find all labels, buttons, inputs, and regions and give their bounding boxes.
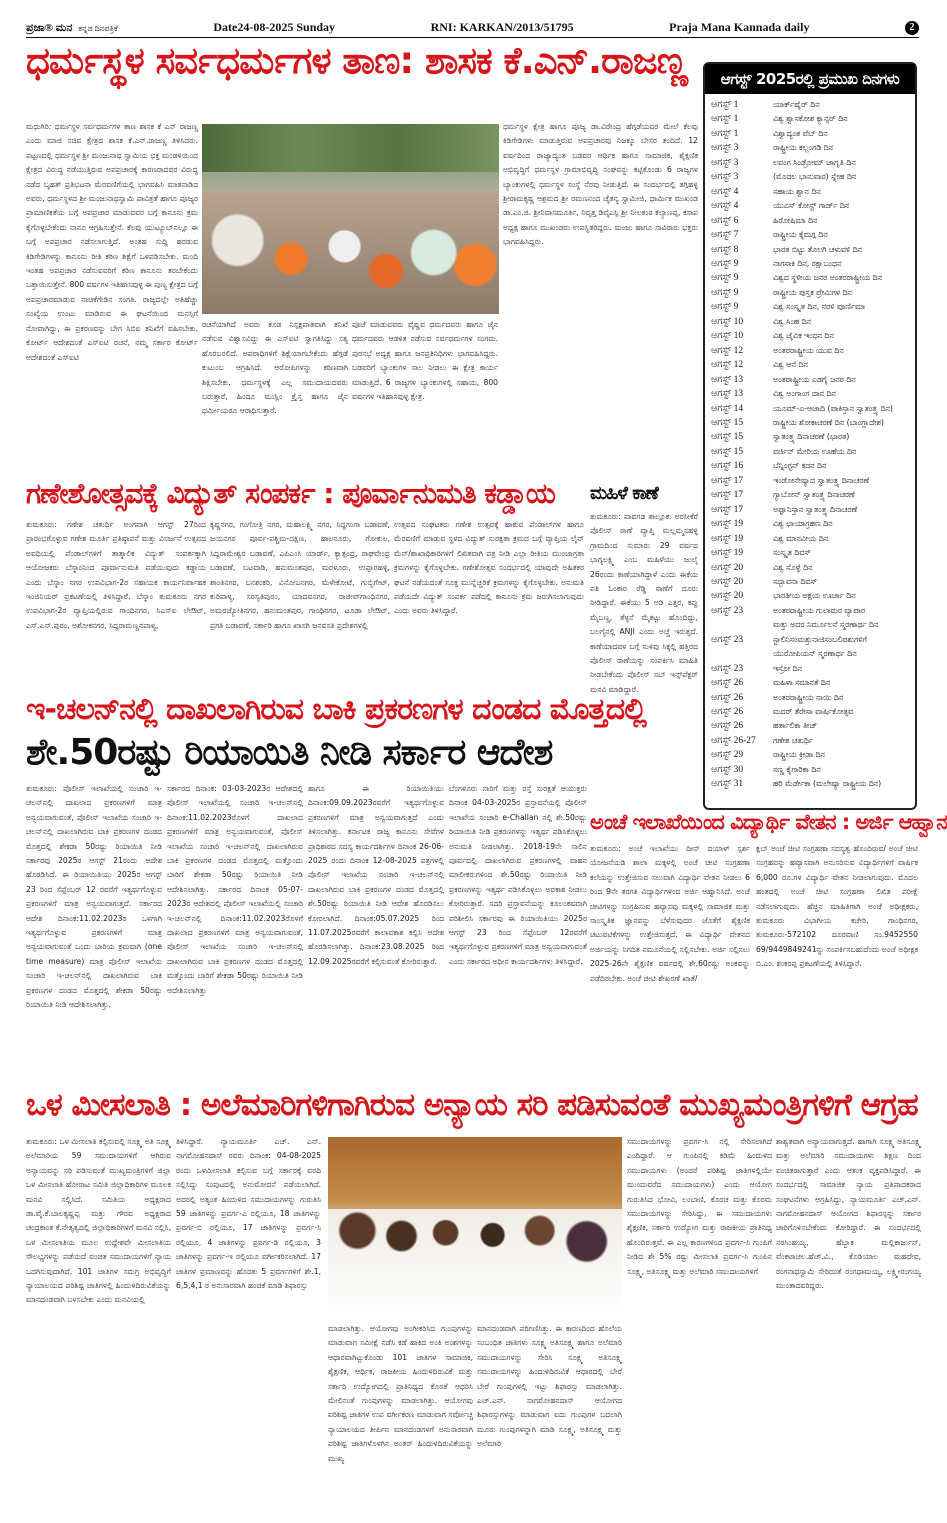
day-date: ಆಗಸ್ಟ್ 9 [711, 273, 739, 284]
day-date: ಆಗಸ್ಟ್ 12 [711, 360, 744, 371]
day-event: ವಿಶ್ವ ಶ್ವಾಸಕೋಶ ಕ್ಯಾನ್ಸರ್ ದಿನ [773, 114, 848, 124]
day-date: ಆಗಸ್ಟ್ 14 [711, 403, 744, 414]
day-event: ವಿಶ್ವ ಸಂಸ್ಕೃತ ದಿನ, ನರಳಿ ಪೂರ್ಣಿಮಾ [773, 302, 866, 312]
missing-woman-headline: ಮಹಿಳೆ ಕಾಣೆ [590, 483, 658, 504]
story5-column-1: ತುಮಕೂರು: ಒಳ ಮೀಸಲಾತಿ ಕಲ್ಪಿಸುವಲ್ಲಿ ಸೂಕ್ಷ್ಮ ಅತಿ ಸೂಕ್ಷ್ಮ ಅಲೆಮಾರಿಯ 59 ಸಮುದಾಯಗಳಿಗೆ ಆಗಿರುವ ಅನ್ಯಾಯವನ್ನು ಸರಿ ಪಡಿಸುವಂತೆ ಮುಖ್ಯಮಂತ್ರಿಗಳಿಗೆ ಜಿಲ್ಲಾ ಒಳ ಮೀಸಲಾತಿ ಹೋರಾಟ ಸಮಿತಿ ಜಿಲ್ಲಾಧಿಕಾರಿಗಳ ಮೂಲಕ ಮನವಿ ಸಲ್ಲಿಸಿದೆ. ಸಮಿತಿಯ ಅಧ್ಯಕ್ಷರಾದ ಡಾ.ವೈ.ಕೆ.ಬಾಲಕೃಷ್ಣಪ್ಪ ಮತ್ತು ಗೌರವ ಅಧ್ಯಕ್ಷರಾದ ಚಂದ್ರಕಾಂತ ಕೆ.ನೇತೃತ್ವದಲ್ಲಿ ಜಿಲ್ಲಾಧಿಕಾರಿಗಳಿಗೆ ಮನವಿ ಸಲ್ಲಿಸಿ, ಒಳ ಮೀಸಲಾತಿಯ ಮೂಲ ಉದ್ದೇಶವೇ ಮೀಸಲಾತಿಯ ಸೌಲಭ್ಯಗಳನ್ನು ಪಡೆಯದೆ ವಂಚಿತ ಸಮುದಾಯಗಳಿಗೆ ನ್ಯಾಯ ಒದಗಿಸುವುದಾಗಿದೆ. 101 ಜಾತಿಗಳ ಸಮಗ್ರ ಅಭಿವೃದ್ಧಿಗೆ ನ್ಯಾಯಾಲಯದ ಪರಿಶಿಷ್ಟ ಜಾತಿಗಳಲ್ಲಿ ಹಿಂದುಳಿದಿರುವಿಕೆಯನ್ನು ಮಾನದಂಡವಾಗಿ ಬಳಸಬೇಕು ಎಂದು ಮನವಿಯಲ್ಲಿ [26, 1137, 171, 1305]
story3-column-2: ಸರ್ಕಾರದ ದಿನಾಂಕ: 03-03-2023ರ ಆದೇಶದಲ್ಲಿ ಪೊಲೀಸ್ ಇಲಾಖೆಯಲ್ಲಿ ಸಂಚಾರಿ ಇ-ಚಲನ್‌ನಲ್ಲಿ ದಿನಾಂಕ:11.02.2023ರೊಳಗೆ ದಾಖಲಾದ ಪ್ರಕರಣಗಳಿಗೆ ಮಾತ್ರ ಅನ್ವಯವಾಗುವಂತೆ, ಪೊಲೀಸ್ ಇಲಾಖೆಯ ಸಂಚಾರಿ ಇ-ಚಲನ್‌ನಲ್ಲಿ ದಾಖಲಾಗಿರುವ ಬಾಕಿ ಪ್ರಕರಣಗಳ ದಂಡದ ಮೊತ್ತದಲ್ಲಿ ಮತ್ತೊಂದು ಬಾರಿಗೆ ಶೇಕಡಾ 50ರಷ್ಟು ರಿಯಾಯಿತಿ ನೀಡಿ ಆದೇಶಿಸಲಾಗಿತ್ತು. ಸರ್ಕಾರದ ದಿನಾಂಕ 05-07-2023ರ ಆದೇಶದಲ್ಲಿ ಪೊಲೀಸ್ ಇಲಾಖೆಯಲ್ಲಿ ಸಂಚಾರಿ ಇ-ಚಲನ್‌ನಲ್ಲಿ ದಿನಾಂಕ:11.02.2023ರೊಳಗೆ ದಾಖಲಾದ ಪ್ರಕರಣಗಳಿಗೆ ಮಾತ್ರ ಅನ್ವಯವಾಗುವಂತೆ, ಪೊಲೀಸ್ ಇಲಾಖೆಯ ಸಂಚಾರಿ ಇ-ಚಲನ್‌ನಲ್ಲಿ ದಾಖಲಾಗಿರುವ ಬಾಕಿ ಪ್ರಕರಣಗಳ ದಂಡದ ಮೊತ್ತದಲ್ಲಿ ಮತ್ತೊಂದು ಬಾರಿಗೆ ಶೇಕಡಾ 50ರಷ್ಟು ರಿಯಾಯಿತಿ ನೀಡಿ ಆದೇಶಿಸಲಾಗಿತ್ತು [167, 784, 303, 995]
day-date: ಆಗಸ್ಟ್ 20 [711, 576, 744, 587]
dates-list-item [711, 676, 911, 690]
day-event: ರಾಷ್ಟ್ರೀಯ ಕೈಮಗ್ಗ ದಿನ [773, 230, 828, 240]
dates-list [705, 94, 915, 792]
story2-column-3: ಉತ್ಸವದ ಸಂಘಟಕರು ಗಣೇಶ ಉತ್ಸವಕ್ಕೆ ಹಾಕುವ ಪೆಂಡಾಲ್‌ಗಳ ಹಾಗೂ ಮೆರವಣಿಗೆ ಮಾಡುವ ಸ್ಥಳದ ವಿದ್ಯುತ್ ಸುರಕ್ಷತಾ ಕ್ರಮದ ಬಗ್ಗೆ ವ್ಯಾಪ್ತಿಯ ಲೈನ್ ಮೆನ್/ಶಾಖಾಧಿಕಾರಿಗಳಿಗೆ ಲಿಖಿತವಾಗಿ ಪತ್ರ ನೀಡಿ ಎಲ್ಲಾ ರೀತಿಯ ಮುಂಜಾಗ್ರತಾ ಕ್ರಮಗಳನ್ನು ಕೈಗೊಳ್ಳಬೇಕು. ಗಣೇಶೋತ್ಸವ ಸಂದರ್ಭದಲ್ಲಿ ಯಾವುದೇ ಅಹಿತಕರ ಘಟನೆ ನಡೆಯದಂತೆ ಸೂಕ್ತ ಮುನ್ನೆಚ್ಚರಿಕೆ ಕ್ರಮಗಳನ್ನು ಕೈಗೊಳ್ಳಬೇಕು. ಅನುಮತಿ ಪಡೆಯದೇ ವಿದ್ಯುತ್ ಸಂಪರ್ಕ ಪಡೆದಲ್ಲಿ ಕಾನೂನು ಕ್ರಮ ಜರುಗಿಸಲಾಗುವುದು ಎಂದು ಅವರು ತಿಳಿಸಿದ್ದಾರೆ. [394, 520, 584, 616]
dates-list-item [711, 358, 911, 372]
story1-column-4: ಧರ್ಮಸ್ಥಳ ಕ್ಷೇತ್ರ ಹಾಗೂ ಪೂಜ್ಯ ಡಾ.ವಿರೇಂದ್ರ ಹೆಗ್ಗಡೆಯವರ ಮೇಲೆ ಕೆಲವು ಕಿಡಿಗೇಡಿಗಳು ಮಾಡುತ್ತಿರುವ ಅಪಪ್ರಚಾರವು ನಿಜಕ್ಕೂ ಬೇಸರ ತಂದಿದೆ. 12 ವರ್ಷದಿಂದ ರಾಜ್ಯಾದ್ಯಂತ ಬಡವರ ಆರ್ಥಿಕ ಹಾಗೂ ಸಾಮಾಜಿಕ, ಶೈಕ್ಷಣಿಕ ಅಭಿವೃದ್ಧಿಗೆ ಧರ್ಮಸ್ಥಳ ಗ್ರಾಮಾಭಿವೃದ್ಧಿ ಸಂಘವನ್ನು ಕಟ್ಟಿಕೊಂಡು 6 ರಾಜ್ಯಗಳ ಬ್ಯಾಂಕುಗಳಲ್ಲಿ ಧರ್ಮಸ್ಥಳ ಸಂಸ್ಥೆ ನೆರವು ನೀಡುತ್ತಿದೆ. ಈ ಸಂದರ್ಭದಲ್ಲಿ ತಗ್ಗಿಹಳ್ಳಿ ಶ್ರೀರಾಮಕೃಷ್ಣ ಆಶ್ರಮದ ಶ್ರೀ ರಮಣನಂದ ಚೈತನ್ಯ ಸ್ವಾಮೀಜಿ, ಧಾರ್ಮಿಕ ಮುಖಂಡ ಡಾ.ಎಂ.ಜಿ. ಶ್ರೀನಿವಾಸಮೂರ್ತಿ, ನಿವೃತ್ತ ಡಿವೈಎಸ್ಪಿ ಶ್ರೀ ನೀಲಕಂಠ ಕಲ್ಯಾಣಪ್ಪ, ಕಸಾಪ ಅಧ್ಯಕ್ಷ ಹಾಗೂ ಮುಖಂಡರು ಉಪಸ್ಥಿತರಿದ್ದರು. ಮಂಜು ಹಾಗೂ ಸಾವಿರಾರು ಭಕ್ತರು ಭಾಗವಹಿಸಿದ್ದರು. [503, 122, 698, 247]
day-date: ಆಗಸ್ಟ್ 26 [711, 678, 744, 689]
dates-list-item [711, 199, 911, 213]
day-event: ಗ್ಯಾಬೋನ್ ಸ್ವಾತಂತ್ರ್ಯ ದಿನಾಚರಣೆ [773, 490, 855, 500]
dates-list-item [711, 170, 911, 184]
day-date: ಆಗಸ್ಟ್ 31 [711, 779, 744, 790]
dates-list-item [711, 228, 911, 242]
day-event: ಸಹಾಯ ಶ್ವಾನ ದಿನ [773, 186, 821, 196]
story5-column-2: ತಿಳಿಸಿದ್ದಾರೆ. ನ್ಯಾಯಮೂರ್ತಿ ಎಚ್. ಎನ್. ನಾಗಮೋಹನದಾಸ್ ರವರು ದಿನಾಂಕ: 04-08-2025 ರಂದು ಒಳಮೀಸಲಾತಿ ಕಲ್ಪಿಸುವ ಬಗ್ಗೆ ಸರ್ಕಾರಕ್ಕೆ ವರದಿ ಸಲ್ಲಿಸಿದ್ದು ಸಂಪುಟದಲ್ಲಿ ಅನುಮೋದನೆ ಪಡೆಯಲಾಗಿದೆ. ಅದರಲ್ಲಿ ಅತ್ಯಂತ ಹಿಂದುಳಿದ ಸಮುದಾಯಗಳನ್ನು ಗುರುತಿಸಿ 59 ಜಾತಿಗಳನ್ನು ಪ್ರವರ್ಗ-ಎ ರಲ್ಲಿಯೂ, 18 ಜಾತಿಗಳನ್ನು ಪ್ರವರ್ಗ-ಬಿ ರಲ್ಲಿಯೂ, 17 ಜಾತಿಗಳನ್ನು ಪ್ರವರ್ಗ-ಸಿ ರಲ್ಲಿಯೂ, 4 ಜಾತಿಗಳನ್ನು ಪ್ರವರ್ಗ-ಡಿ ರಲ್ಲಿಯೂ, 3 ಜಾತಿಗಳನ್ನು ಪ್ರವರ್ಗ-ಇ ರಲ್ಲಿಯೂ ವರ್ಗೀಕರಿಸಲಾಗಿದೆ. 17 ಜಾತಿಗಳ ಪ್ರಮಾಣವನ್ನು ಹೊರತು 5 ಪ್ರವರ್ಗಗಳಿಗೆ ಶೇ.1, 6,5,4,1 ರ ಅನುಸಾರವಾಗಿ ಹಂಚಿಕೆ ಮಾಡಿ ಶಿಫಾರಸ್ಸು [176, 1137, 321, 1291]
story5-column-6: ಶಾಶ್ವತವಾಗಿ ಅನ್ಯಾಯವಾಗುತ್ತದೆ. ಹಾಗಾಗಿ ಸೂಕ್ಷ್ಮ ಅತಿಸೂಕ್ಷ್ಮ ಮತ್ತು ಅಲೆಮಾರಿ ಸಮುದಾಯಗಳು ಶಿಕ್ಷಣ ದಿಂದ ವಂಚಿತರಾಗುತ್ತಾರೆ ಎಂದು ಆತಂಕ ವ್ಯಕ್ತಪಡಿಸಿದ್ದಾರೆ. ಈ ಸಂದರ್ಭದಲ್ಲಿ ಸಾಮಾಜಿಕ ನ್ಯಾಯ ಪ್ರತಿಪಾದಕರಾದ ಸಂಘಟನೆಗಳು ಆಗ್ರಹಿಸಿದ್ದು, ನ್ಯಾಯಮೂರ್ತಿ ಎಚ್.ಎನ್. ನಾಗಮೋಹನದಾಸ್ ಆಯೋಗದ ಶಿಫಾರಸ್ಸನ್ನು ಸರ್ಕಾರ ಜಾರಿಗೊಳಿಸಬೇಕೆಂದು ಕೋರಿದ್ದಾರೆ. ಈ ಸಂದರ್ಭದಲ್ಲಿ ನರಸಿಂಹಯ್ಯ, ಹೆಬ್ಬಾಕ ಮಲ್ಲಿಕಾರ್ಜುನ್, ವೆಂಕಟಾಚಲ.ಹೆಚ್.ವಿ., ಕೊಡಿಯಾಲ ಮಹದೇವ, ರಂಗನಾಥಸ್ವಾಮಿ ಸೇರಿದಂತೆ ರಂಗಧಾಮಯ್ಯ, ಲಕ್ಷ್ಮೀರಂಗಯ್ಯ ಮುಂತಾದವರಿದ್ದರು. [776, 1137, 921, 1291]
day-event: ಸ್ಟಾಲಿನಿಸಂಮತ್ತುನಾಜಿಸಂಬಲಿಪಶುಗಳಿಗೆ [773, 634, 867, 644]
day-event: ಬೆನ್ನಿಂಗ್ಟನ್ ಕದನ ದಿನ [773, 461, 827, 471]
dates-box-title: ಆಗಸ್ಟ್ 2025ರಲ್ಲಿ ಪ್ರಮುಖ ದಿನಗಳು [705, 64, 915, 94]
story5-headline: ಒಳ ಮೀಸಲಾತಿ : ಅಲೆಮಾರಿಗಳಿಗಾಗಿರುವ ಅನ್ಯಾಯ ಸರಿ ಪಡಿಸುವಂತೆ ಮುಖ್ಯಮಂತ್ರಿಗಳಿಗೆ ಆಗ್ರಹ [26, 1087, 918, 1123]
dates-list-item [711, 156, 911, 170]
story2-column-1: ತುಮಕೂರು: ಗಣೇಶ ಚತುರ್ಥಿ ಅಂಗವಾಗಿ ಆಗಸ್ಟ್ 27ರಿಂದ ಪ್ರಾರಂಭಗೊಳ್ಳುವ ಗಣೇಶ ಮೂರ್ತಿ ಪ್ರತಿಷ್ಠಾಪನೆ ಮತ್ತು ವಿಸರ್ಜನೆ ಉತ್ಸವದ ಅವಧಿಯಲ್ಲಿ ಪೆಂಡಾಲ್‌ಗಳಿಗೆ ತಾತ್ಕಾಲಿಕ ವಿದ್ಯುತ್ ಸಂಪರ್ಕಕ್ಕಾಗಿ ಆಯೋಜಕರು ಬೆಸ್ಕಾಂನಿಂದ ಪೂರ್ವಾನುಮತಿ ಪಡೆಯುವುದು ಕಡ್ಡಾಯ ಎಂದು ಬೆಸ್ಕಾಂ ನಗರ ಉಪವಿಭಾಗ-2ರ ಸಹಾಯಕ ಕಾರ್ಯನಿರ್ವಾಹಕ ಇಂಜಿನಿಯರ್ ಪ್ರಕಟಣೆಯಲ್ಲಿ ತಿಳಿಸಿದ್ದಾರೆ. ಬೆಸ್ಕಾಂ ತುಮಕೂರು ನಗರ ಉಪವಿಭಾಗ-2ರ ವ್ಯಾಪ್ತಿಯಲ್ಲಿರುವ ಗಾಂಧಿನಗರ, ಸಿಎಸ್‌ಐ ಲೇಔಟ್, ಎಸ್.ಎಸ್.ಪುರಂ, ಅಶೋಕನಗರ, ಸಿದ್ದರಾಮಣ್ಣನಪಾಳ್ಯ, [26, 520, 206, 630]
dates-list-item [711, 141, 911, 155]
day-event: ವಿಶ್ವ ಅಂಗಾಂಗ ದಾನ ದಿನ [773, 389, 836, 399]
day-date: ಆಗಸ್ಟ್ 10 [711, 331, 744, 342]
dates-list-item [711, 561, 911, 575]
rally-photo [202, 124, 499, 314]
day-date: ಆಗಸ್ಟ್ 15 [711, 417, 744, 428]
day-date: ಆಗಸ್ಟ್ 13 [711, 389, 744, 400]
day-event: ಸಂಸ್ಕೃತ ದಿವಸ್ [773, 548, 811, 558]
story4-column-1: ತುಮಕೂರು: ಅಂಚೆ ಇಲಾಖೆಯು ದೀನ್ ದಯಾಳ್ ಸ್ಪರ್ಶ ಯೋಜನೆಯಡಿ ಶಾಲಾ ಮಕ್ಕಳಲ್ಲಿ ಅಂಚೆ ಚೀಟಿ ಸಂಗ್ರಹಣಾ ಕಲೆಯನ್ನು ಉತ್ತೇಜಿಸುವ ಸಲುವಾಗಿ ವಿದ್ಯಾರ್ಥಿ ವೇತನ ನೀಡಲು 6 ರಿಂದ 9ನೇ ತರಗತಿ ವಿದ್ಯಾರ್ಥಿಗಳಿಂದ ಅರ್ಜಿ ಆಹ್ವಾನಿಸಿದೆ. ಅಂಚೆ ಚೀಟಿಗಳನ್ನು ಸಂಗ್ರಹಿಸುವ ಹವ್ಯಾಸವು ಮಕ್ಕಳಲ್ಲಿ ಸಾಮಾಜಿಕ ಮತ್ತು ಸಾಂಸ್ಕೃತಿಕ ಜ್ಞಾನವನ್ನು ಬೆಳೆಸುವುದರ ಜೊತೆಗೆ ಶೈಕ್ಷಣಿಕ ಚಟುವಟಿಕೆಗಳನ್ನು ಉತ್ತೇಜಿಸುತ್ತದೆ. ಈ ವಿದ್ಯಾರ್ಥಿ ವೇತನದ ಅರ್ಜಿಯನ್ನು ನಿಗದಿತ ನಮೂನೆಯಲ್ಲಿ ಸಲ್ಲಿಸಬೇಕು. ಅರ್ಜಿ ಸಲ್ಲಿಸಲು 2025-26ನೇ ಶೈಕ್ಷಣಿಕ ವರ್ಷದಲ್ಲಿ ಶೇ.60ರಷ್ಟು ಅಂಕವನ್ನು ಪಡೆದಿರಬೇಕು. ಅಂಚೆ ಚೀಟಿ ಶೇಖರಣೆ ಖಾತೆ/ [590, 844, 750, 983]
dates-list-item [711, 719, 911, 733]
day-event: ರಾಷ್ಟ್ರೀಯ ಪುಸ್ತಕ ಪ್ರೇಮಿಗಳ ದಿನ [773, 287, 852, 297]
day-date: ಆಗಸ್ಟ್ 4 [711, 186, 739, 197]
photo-crowd [202, 191, 499, 315]
day-event: ಭಾರತ ಬಿಟ್ಟು ತೊಲಗಿ ಚಳುವಳಿ ದಿನ [773, 244, 863, 254]
day-event: ಇಂಡೋನೇಷ್ಯಾದ ಸ್ವಾತಂತ್ರ್ಯ ದಿನಾಚರಣೆ [773, 475, 869, 485]
day-event: ಅಂತರರಾಷ್ಟ್ರೀಯ ಗುಲಾಮರ ವ್ಯಾಪಾರ [773, 605, 866, 615]
dates-list-item [711, 589, 911, 603]
day-event: ಭಾರತೀಯ ಅಕ್ಷಯ ಊರ್ಜಾ ದಿನ [773, 591, 856, 601]
story5-column-4: ಮಾನದಂಡವಾಗಿ ಪರಿಗಣಿಸಿತ್ತು. ಈ ಕಾರಣದಿಂದ ಹೊಲೆಯ ಸಂಬಂಧಿತ ಜಾತಿಗಳು ಸೂಕ್ಷ್ಮ ಅತಿಸೂಕ್ಷ್ಮ ಹಾಗೂ ಅಲೆಮಾರಿ ಸಮುದಾಯಗಳನ್ನು ಸೇರಿಸಿ ಸೂಕ್ಷ್ಮ ಅತಿಸೂಕ್ಷ್ಮ ಸಮುದಾಯಗಳನ್ನು ಹಿಂದುಳಿದಿರುವಿಕೆ ಆಧಾರದಲ್ಲಿ ಬೇರೆ ಬೇರೆ ಗುಂಪುಗಳಲ್ಲಿ ಇಟ್ಟು ಶಿಫಾರಸ್ಸು ಮಾಡಲಾಗಿತ್ತು. ಎಚ್.ಎನ್. ನಾಗಮೋಹನದಾಸ್ ಆಯೋಗದ ಶಿಫಾರಸ್ಸುಗಳನ್ನು ಮಾಡುವಾಗ ಐದು ಗುಂಪುಗಳ ಬದಲಾಗಿ ಮೂರು ಗುಂಪುಗಳನ್ನಾಗಿ ಮಾಡಿ ಸೂಕ್ಷ್ಮ, ಅತಿಸೂಕ್ಷ್ಮ ಮತ್ತು ಅಲೆಮಾರಿ [477, 1324, 622, 1449]
dates-list-item [711, 488, 911, 502]
day-date: ಆಗಸ್ಟ್ 19 [711, 548, 744, 559]
dates-list-item [711, 604, 911, 618]
day-event: ಹರ್ತಾಲಿಕಾ ತೀಜ್ [773, 721, 818, 731]
dates-list-item [711, 734, 911, 748]
day-date: ಆಗಸ್ಟ್ 16 [711, 461, 744, 472]
day-event: ಮದರ್ ತೆರೇಸಾ ವಾರ್ಷಿಕೋತ್ಸವ [773, 707, 854, 717]
day-date: ಆಗಸ್ಟ್ 23 [711, 634, 744, 645]
day-event: ರಾಷ್ಟ್ರೀಯ ಕ್ರೀಡಾ ದಿನ [773, 750, 825, 760]
issue-date: Date24-08-2025 Sunday [213, 20, 336, 34]
day-event: ನಾಗಸಾಕಿ ದಿನ, ರಕ್ಷಾಬಂಧನ [773, 258, 842, 268]
dates-list-item [711, 430, 911, 444]
dates-list-item [711, 777, 911, 791]
day-event: ವರ್ಜಿನ್ ಮೇರಿಯ ಊಹೆಯ ದಿನ [773, 446, 857, 456]
dates-list-item [711, 575, 911, 589]
newspaper-logo: ಪ್ರಜಾ® ಮನ ಕನ್ನಡ ದಿನಪತ್ರಿಕೆ [26, 22, 118, 34]
story3-column-1: ತುಮಕೂರು: ಪೊಲೀಸ್ ಇಲಾಖೆಯಲ್ಲಿ ಸಂಚಾರಿ ಇ-ಚಲನ್‌ನಲ್ಲಿ ದಾಖಲಾದ ಪ್ರಕರಣಗಳಿಗೆ ಮಾತ್ರ ಅನ್ವಯವಾಗುವಂತೆ, ಪೊಲೀಸ್ ಇಲಾಖೆಯ ಸಂಚಾರಿ ಇ-ಚಲನ್‌ನಲ್ಲಿ ದಾಖಲಾಗಿರುವ ಬಾಕಿ ಪ್ರಕರಣಗಳ ದಂಡದ ಮೊತ್ತದಲ್ಲಿ ಶೇಕಡಾ 50ರಷ್ಟು ರಿಯಾಯಿತಿ ನೀಡಿ ಸರ್ಕಾರವು 2025ರ ಆಗಸ್ಟ್ 21ರಂದು ಆದೇಶ ಹೊರಡಿಸಿದೆ. ಈ ರಿಯಾಯಿತಿಯು 2025ರ ಆಗಸ್ಟ್ 23 ರಿಂದ ಸೆಪ್ಟೆಂಬರ್ 12 ರವರೆಗೆ ಇತ್ಯರ್ಥಗೊಳ್ಳುವ ಪ್ರಕರಣಗಳಿಗೆ ಮಾತ್ರ ಅನ್ವಯವಾಗುತ್ತದೆ. ಸರ್ಕಾರದ ಆದೇಶ ದಿನಾಂಕ:11.02.2023ರ ಒಳಗಾಗಿ ಇತ್ಯರ್ಥಗೊಳ್ಳುವ ಪ್ರಕರಣಗಳಿಗೆ ಮಾತ್ರ ಅನ್ವಯವಾಗುವಂತೆ ಒಂದು ಬಾರಿಯ ಕ್ರಮವಾಗಿ (one time measure) ಮಾತ್ರ ಪೊಲೀಸ್ ಇಲಾಖೆಯ ಸಂಚಾರಿ ಇ-ಚಲನ್‌ನಲ್ಲಿ ದಾಖಲಾಗಿರುವ ಬಾಕಿ ಪ್ರಕರಣಗಳ ದಂಡದ ಮೊತ್ತದಲ್ಲಿ ಶೇಕಡಾ 50ರಷ್ಟು ರಿಯಾಯಿತಿ ನೀಡಿ ಆದೇಶಿಸಲಾಗಿತ್ತು. [26, 784, 162, 1010]
story3-headline-line1: ಇ-ಚಲನ್‌ನಲ್ಲಿ ದಾಖಲಾಗಿರುವ ಬಾಕಿ ಪ್ರಕರಣಗಳ ದಂಡದ ಮೊತ್ತದಲ್ಲಿ [26, 692, 646, 727]
day-date: ಆಗಸ್ಟ್ 6 [711, 215, 739, 226]
day-date: ಆಗಸ್ಟ್ 15 [711, 446, 744, 457]
day-date: ಆಗಸ್ಟ್ 1 [711, 128, 739, 139]
day-event: ಗಣೇಶ ಚತುರ್ಥಿ [773, 735, 813, 745]
day-event: ಅಂತರಾಷ್ಟ್ರೀಯ ಎಡಗೈ ಜನರ ದಿನ [773, 374, 856, 384]
dates-list-item [711, 373, 911, 387]
day-event: ಸ್ವಾತಂತ್ರ್ಯ ದಿನಾಚರಣೆ (ಭಾರತ) [773, 432, 850, 442]
dates-list-item [711, 344, 911, 358]
dates-list-item [711, 214, 911, 228]
day-event: (ಮೊದಲ ಭಾನುವಾರ) ಸ್ನೇಹ ದಿನ [773, 172, 857, 182]
day-date: ಆಗಸ್ಟ್ 3 [711, 172, 739, 183]
dates-list-item [711, 691, 911, 705]
day-event: ಹಿರೋಷಿಮಾ ದಿನ [773, 215, 818, 225]
dates-list-item [711, 416, 911, 430]
day-event: ಲವಂಗ ಸಿಂಡ್ರೋಮ್ ಜಾಗೃತಿ ದಿನ [773, 157, 856, 167]
missing-woman-body: ತುಮಕೂರು: ಪಾವಗಡ ತಾಲ್ಲೂಕು ಅರಸೀಕೆರೆ ಪೊಲೀಸ್ ಠಾಣೆ ವ್ಯಾಪ್ತಿ ಮಲ್ಲಮ್ಮನಹಳ್ಳಿ ಗ್ರಾಮದಿಂದ ಸುಮಾರು 29 ವರ್ಷದ ಭಾಗ್ಯಲಕ್ಷ್ಮಿ ಎಂಬ ಮಹಿಳೆಯು ಜುಲೈ 26ರಂದು ಕಾಣೆಯಾಗಿದ್ದಾಳೆ ಎಂದು ಈಕೆಯ ಪತಿ ಓಂಕಾರ ರೆಡ್ಡಿ ಠಾಣೆಗೆ ದೂರು ನೀಡಿದ್ದಾರೆ. ಈಕೆಯು 5 ಅಡಿ ಎತ್ತರ, ಕಪ್ಪು ಮೈಬಣ್ಣ, ತೆಳ್ಳನೆ ಮೈಕಟ್ಟು ಹೊಂದಿದ್ದು, ಬಲಗೈನಲ್ಲಿ ANJI ಎಂದು ಅಚ್ಚೆ ಇರುತ್ತದೆ. ಕಾಣೆಯಾದವಳ ಬಗ್ಗೆ ಸುಳಿವು ಸಿಕ್ಕಲ್ಲಿ ಹತ್ತಿರದ ಪೊಲೀಸ್ ಠಾಣೆಯನ್ನು ಸಂಪರ್ಕಿಸಿ ಮಾಹಿತಿ ನೀಡಬೇಕೆಂದು ಪೊಲೀಸ್ ಸಬ್ ಇನ್ಸ್‌ಪೆಕ್ಟರ್ ಮನವಿ ಮಾಡಿದ್ದಾರೆ. [590, 512, 698, 694]
story3-headline-line2: ಶೇ.50ರಷ್ಟು ರಿಯಾಯಿತಿ ನೀಡಿ ಸರ್ಕಾರ ಆದೇಶ [26, 732, 553, 773]
dates-list-item [711, 459, 911, 473]
dates-list-item [711, 315, 911, 329]
dates-list-item [711, 445, 911, 459]
dates-list-item [711, 271, 911, 285]
day-event: ಇಸ್ರೋ ದಿನ [773, 663, 802, 673]
day-date: ಆಗಸ್ಟ್ 30 [711, 764, 744, 775]
day-event: ಹರಿ ಮೆರ್ಡೇಕಾ (ಮಲೇಷ್ಯಾ ರಾಷ್ಟ್ರೀಯ ದಿನ) [773, 779, 882, 789]
day-date: ಆಗಸ್ಟ್ 3 [711, 157, 739, 168]
day-event: ಸದ್ಭಾವನಾ ದಿವಸ್ [773, 576, 818, 586]
dates-list-item [711, 387, 911, 401]
story5-column-5: ಸಮುದಾಯಗಳನ್ನು ಪ್ರವರ್ಗ-ಸಿ ನಲ್ಲಿ ಸೇರಿಸಲಾಗಿದೆ ಎಂದಿದ್ದಾರೆ. ಆ ಗುಂಪಿನಲ್ಲಿ ಕಡಿಮೆ ಹಿಂದುಳಿದ ಸಮುದಾಯಗಳು (ಅಂದರೆ ಪರಿಶಿಷ್ಟ ಜಾತಿಗಳಲ್ಲಿಯೇ ಮುಂದುವರೆದ ಸಮುದಾಯಗಳು) ಎಂದು ಆಯೋಗ ಗುರುತಿಸಿದ ಭೋವಿ, ಲಂಬಾಣಿ, ಕೊರಚ ಮತ್ತು ಕೊರಮ ಸಮುದಾಯಗಳನ್ನು ಸೇರಿಸಿದ್ದು, ಈ ಸಮುದಾಯಗಳು ಶೈಕ್ಷಣಿಕ, ಸರ್ಕಾರಿ ಉದ್ಯೋಗ ಮತ್ತು ರಾಜಕೀಯ ಪ್ರಾತಿನಿಧ್ಯ ಹೊಂದಿರುತ್ತವೆ. ಈ ಎಲ್ಲ ಕಾರಣಗಳಿಂದ ಪ್ರವರ್ಗ-ಸಿ ಗುಂಪಿಗೆ ನೀಡಿದ ಶೇ 5% ರಷ್ಟು ಮೀಸಲಾತಿ ಪ್ರವರ್ಗ-ಸಿ ಗುಂಪಿನ ಸೂಕ್ಷ್ಮ, ಅತಿಸೂಕ್ಷ್ಮ ಮತ್ತು ಅಲೆಮಾರಿ ಸಮುದಾಯಗಳಿಗೆ [627, 1137, 772, 1276]
dates-list-item [711, 705, 911, 719]
dates-list-item [711, 546, 911, 560]
photo-trees [202, 124, 499, 172]
day-date: ಆಗಸ್ಟ್ 23 [711, 663, 744, 674]
story3-column-3: ಹಾಗೂ ಈ ರಿಯಾಯಿತಿಯು ದಿನಾಂಕ:09.09.2023ರವರೆಗೆ ಇತ್ಯರ್ಥಗೊಳ್ಳುವ ಪ್ರಕರಣಗಳಿಗೆ ಮಾತ್ರ ಅನ್ವಯವಾಗುತ್ತದೆ ಎಂದು ತಿಳಿಸಲಾಗಿತ್ತು. ಕರ್ನಾಟಕ ರಾಜ್ಯ ಕಾನೂನು ಸೇವೆಗಳ ಪ್ರಾಧಿಕಾರದ ಸದಸ್ಯ ಕಾರ್ಯದರ್ಶಿಗಳ ದಿನಾಂಕ 26-06-2025 ರಂದು ದಿನಾಂಕ 12-08-2025 ಪತ್ರಗಳಲ್ಲಿ ಪೊಲೀಸ್ ಇಲಾಖೆಯ ಸಂಚಾರಿ ಇ-ಚಲನ್‌ನಲ್ಲಿ ದಾಖಲಾಗಿರುವ ಬಾಕಿ ಪ್ರಕರಣಗಳ ದಂಡದ ಮೊತ್ತದಲ್ಲಿ ಶೇ.50ರಷ್ಟು ರಿಯಾಯಿತಿ ನೀಡಿ ಆದೇಶ ಹೊರಡಿಸಲು ಕೋರಲಾಗಿದೆ. ದಿನಾಂಕ:05.07.2025 ರಿಂದ 11.07.2025ರವರೆಗೆ ಕಾಲಾವಕಾಶ ಕಲ್ಪಿಸಿ ಆದೇಶ ಹೊರಡಿಸಲಾಗಿತ್ತು. ದಿನಾಂಕ:23.08.2025 ರಿಂದ 12.09.2025ರವರೆಗೆ ಕಲ್ಪಿಸುವಂತೆ ಕೋರಿರುತ್ತಾರೆ. [308, 784, 444, 966]
day-date: ಆಗಸ್ಟ್ 17 [711, 475, 744, 486]
dates-list-item [711, 474, 911, 488]
day-event: ವಿಶ್ವದ ಸ್ಥಳೀಯ ಜನರ ಅಂತರರಾಷ್ಟ್ರೀಯ ದಿನ [773, 273, 882, 283]
dates-list-item [711, 402, 911, 416]
day-date: ಆಗಸ್ಟ್ 15 [711, 432, 744, 443]
day-event: ವಿಶ್ವ ಸಿಂಹ ದಿನ [773, 316, 812, 326]
day-date: ಆಗಸ್ಟ್ 4 [711, 201, 739, 212]
story1-column-1: ಮಧುಗಿರಿ: ಧರ್ಮಸ್ಥಳ ಸರ್ವಧರ್ಮಗಳ ತಾಣ ಶಾಸಕ ಕೆ ಎನ್ ರಾಜಣ್ಣ ಎಂದು ಮಾಜಿ ಸಚಿವ ಕ್ಷೇತ್ರದ ಶಾಸಕ ಕೆ.ಎನ್.ರಾಜಣ್ಣ ತಿಳಿಸಿದರು. ಪಟ್ಟಣದಲ್ಲಿ ಧರ್ಮಸ್ಥಳ ಶ್ರೀ ಮಂಜುನಾಥ ಸ್ವಾಮಿಯ ಭಕ್ತ ಮಂಡಳಿಯಿಂದ ಕ್ಷೇತ್ರದ ವಿರುದ್ಧ ನಡೆಯುತ್ತಿರುವ ಅಪಪ್ರಚಾರಕ್ಕೆ ಕಾರಣರಾದವರ ವಿರುದ್ಧ ನಡೆದ ಬೃಹತ್ ಪ್ರತಿಭಟನಾ ಮೆರವಣಿಗೆಯಲ್ಲಿ ಭಾಗವಹಿಸಿ ಮಾತನಾಡಿದ ಅವರು, ಧರ್ಮಸ್ಥಳದ ಶ್ರೀ ಮಂಜುನಾಥಸ್ವಾಮಿ ಪಾವಿತ್ರತೆ ಹಾಗೂ ಪೂಜ್ಯರ ಪ್ರಾಮಾಣಿಕತೆಯ ಬಗ್ಗೆ ಅಪಪ್ರಚಾರ ಮಾಡುವವರ ಬಗ್ಗೆ ಕಾನೂನು ಕ್ರಮ ಕೈಗೊಳ್ಳಬೇಕೆಂದು ನಾನೂ ಆಗ್ರಹಿಸುತ್ತೇನೆ. ಕೆಲವು ಯುಟ್ಯೂಬ್‌ನಲ್ಲೂ ಈ ಬಗ್ಗೆ ಅಪಪ್ರಚಾರ ನಡೆಸಲಾಗುತ್ತಿದೆ. ಅಂತಹ ಸುದ್ದಿ ಹರಡುವ ಕಿಡಿಗೇಡಿಗಳನ್ನು ಕಾನೂನು ರೀತಿ ಕಠಿಣ ಶಿಕ್ಷೆಗೆ ಒಳಪಡಿಸಬೇಕು. ಮಂದಿ ಇಂತಹ ಅಪಪ್ರಚಾರ ನಡೆಸುವವರಿಗೆ ಕಠಿಣ ಕಾನೂನು ತರಬೇಕೆಂದು ಒತ್ತಾಯಿಸುತ್ತೇನೆ. 800 ವರ್ಷಗಳ ಇತಿಹಾಸವುಳ್ಳ ಈ ಪುಣ್ಯ ಕ್ಷೇತ್ರದ ಬಗ್ಗೆ ಅಪಪ್ರಚಾರಮಾಡುವ ನಾಚಿಕೆಗೇಡಿನ ಸಂಗತಿ. ರಾಜ್ಯದಲ್ಲೇ ಅತಿಹೆಚ್ಚು ಸಂಖ್ಯೆಯ ಉಂಟು ಮಾಡಿರುವ ಈ ಘಟನೆಯಿಂದ ಮನಸ್ಸಿಗೆ ನೋವಾಗಿದ್ದು, ಈ ಪ್ರಕರಣವನ್ನು ಬೇಗ ಸಿಬಿಐ ತನಿಖೆಗೆ ವಹಿಸಬೇಕು. ಕೋರ್ಟ್ ಆದೇಶದಂತೆ ಎಸ್‌ಐಟಿ ರಚನೆ, ನಮ್ಮ ಸರ್ಕಾರ ಕೋರ್ಟ್ ಆದೇಶದಂತೆ ಎಸ್‌ಐಟಿ [26, 122, 199, 362]
day-date: ಆಗಸ್ಟ್ 1 [711, 100, 739, 110]
dates-list-item [711, 618, 911, 632]
day-event: ಯುರೋಪಿಯನ್ ಸ್ಮರಣಾರ್ಥ ದಿನ [773, 649, 857, 659]
day-date: ಆಗಸ್ಟ್ 12 [711, 345, 744, 356]
story3-column-4: ಬೆಂಗಳೂರು ಸಾರಿಗೆ ಮತ್ತು ರಸ್ತೆ ಸುರಕ್ಷತೆ ಆಯುಕ್ತರು ದಿನಾಂಕ 04-03-2025ರ ಪ್ರಸ್ತಾವನೆಯಲ್ಲಿ ಪೊಲೀಸ್ ಇಲಾಖೆಯ ಸಂಚಾರಿ e-Challan ನಲ್ಲಿ ಶೇ.50ರಷ್ಟು ರಿಯಾಯಿತಿ ನೀಡಿ ಪ್ರಕರಣಗಳನ್ನು ಇತ್ಯರ್ಥ ಪಡಿಸಿಕೊಳ್ಳಲು ಅನುಮತಿ ನೀಡಲಾಗಿತ್ತು. 2018-19ನೇ ಸಾಲಿನ ಪೂರ್ವದಲ್ಲಿ ದಾಖಲಾಗಿರುವ ಪ್ರಕರಣಗಳಲ್ಲಿ ವಾಹನ ಮಾಲೀಕರುಗಳಿಂದ ಶೇ.50ರಷ್ಟು ರಿಯಾಯಿತಿ ನೀಡಿ ಪ್ರಕರಣಗಳನ್ನು ಇತ್ಯರ್ಥ ಪಡಿಸಿಕೊಳ್ಳಲು ಅವಕಾಶ ನೀಡಲು ಕೋರಿರುತ್ತಾರೆ. ಸದರಿ ಪ್ರಸ್ತಾವನೆಯನ್ನು ಕೂಲಂಕಷವಾಗಿ ಪರಿಶೀಲಿಸಿ ಸರ್ಕಾರವು ಈ ರಿಯಾಯಿತಿಯು 2025ರ ಆಗಸ್ಟ್ 23 ರಿಂದ ಸೆಪ್ಟೆಂಬರ್ 12ರವರೆಗೆ ಇತ್ಯರ್ಥಗೊಳ್ಳುವ ಪ್ರಕರಣಗಳಿಗೆ ಮಾತ್ರ ಅನ್ವಯವಾಗುವಂತೆ ಎಂದು ಸರ್ಕಾರದ ಅಧೀನ ಕಾರ್ಯದರ್ಶಿಗಳು ತಿಳಿಸಿದ್ದಾರೆ. [449, 784, 587, 966]
day-date: ಆಗಸ್ಟ್ 9 [711, 258, 739, 269]
story4-headline: ಅಂಚೆ ಇಲಾಖೆಯಿಂದ ವಿದ್ಯಾರ್ಥಿ ವೇತನ : ಅರ್ಜಿ ಆಹ್ವಾನ [590, 810, 947, 834]
day-event: ಮತ್ತು ಅದರ ನಿರ್ಮೂಲನೆ ಸ್ಮರಣಾರ್ಥ ದಿನ [773, 620, 879, 630]
day-date: ಆಗಸ್ಟ್ 20 [711, 562, 744, 573]
day-event: ವಿಶ್ವ ಮಾನವೀಯ ದಿನ [773, 533, 829, 543]
page-number: 2 [905, 21, 919, 35]
memorandum-photo [328, 1137, 622, 1317]
dates-list-item [711, 763, 911, 777]
day-date: ಆಗಸ್ಟ್ 19 [711, 533, 744, 544]
story5-column-3: ಮಾಡಲಾಗಿತ್ತು. ಆಯೋಗವು ಅಂಗೀಕರಿಸಿದ ಗುಂಪುಗಳನ್ನು ಮಾಡುವಾಗ ಸಮೀಕ್ಷೆ ನಡೆಸಿ ಕಡೆ ಹಾಕಿದ ಅಂಕಿ ಅಂಶಗಳನ್ನು ಆಧಾರವಾಗಿಟ್ಟುಕೊಂಡು 101 ಜಾತಿಗಳ ಸಾಮಾಜಿಕ, ಶೈಕ್ಷಣಿಕ, ಆರ್ಥಿಕ, ರಾಜಕೀಯ ಹಿಂದುಳಿದಿರುವಿಕೆ ಮತ್ತು ಸರ್ಕಾರಿ ಉದ್ಯೋಗದಲ್ಲಿ ಪ್ರಾತಿನಿಧ್ಯದ ಕೊರತೆ ಆಧರಿಸಿ ಮೇಲಿನಂತೆ ಗುಂಪುಗಳನ್ನು ಮಾಡಲಾಗಿತ್ತು. ಆಯೋಗವು ಪರಿಶಿಷ್ಟ ಜಾತಿಗಳ ಉಪ ವರ್ಗೀಕರಣ ಮಾಡುವಾಗ ಸರ್ವೋಚ್ಚ ನ್ಯಾಯಾಲಯದ ತೀರ್ಪಿನ ಮಾನದಂಡಗಳಿಗೆ ಅನುಸಾರವಾಗಿ ಪರಿಶಿಷ್ಟ ಜಾತಿಗಳೊಳಗಿನ ಅಂತರ್ ಹಿಂದುಳಿದಿರುವಿಕೆಯನ್ನು ಮುಖ್ಯ [328, 1324, 473, 1463]
day-event: ಸಣ್ಣ ಕೈಗಾರಿಕಾ ದಿನ [773, 764, 821, 774]
day-date: ಆಗಸ್ಟ್ 8 [711, 244, 739, 255]
dates-list-item [711, 185, 911, 199]
dates-list-item [711, 748, 911, 762]
dates-list-item [711, 286, 911, 300]
day-date: ಆಗಸ್ಟ್ 7 [711, 230, 739, 241]
day-date: ಆಗಸ್ಟ್ 9 [711, 287, 739, 298]
day-date: ಆಗಸ್ಟ್ 20 [711, 591, 744, 602]
masthead [26, 18, 919, 38]
day-date: ಆಗಸ್ಟ್ 26 [711, 692, 744, 703]
dates-list-item [711, 647, 911, 661]
day-date: ಆಗಸ್ಟ್ 26 [711, 707, 744, 718]
dates-list-item [711, 243, 911, 257]
day-date: ಆಗಸ್ಟ್ 17 [711, 490, 744, 501]
dates-list-item [711, 98, 911, 112]
day-event: ಯುಎಸ್ ಕೋಸ್ಟ್ ಗಾರ್ಡ್ ದಿನ [773, 201, 850, 211]
dates-list-item [711, 517, 911, 531]
story2-column-2: ಕೃಷ್ಣನಗರ, ಗಂಗೋತ್ರಿ ನಗರ, ಮಹಾಲಕ್ಷ್ಮಿ ನಗರ, ಸಿದ್ದಗಂಗಾ ಬಡಾವಣೆ, ಜಯನಗರ ಪೂರ್ವ-ಪಶ್ಚಿಮ-ದಕ್ಷಿಣ, ಹಾಲನೂರು, ಗೋಕುಲ, ಸಿದ್ದರಾಮೇಶ್ವರ ಬಡಾವಣೆ, ಎಪಿಎಂಸಿ ಯಾರ್ಡ್, ಕ್ಯಾತ್ಸಂದ್ರ, ರಾಘವೇಂದ್ರ ಬಡಾವಣೆ, ಬಟವಾಡಿ, ಹನುಮಂತಪುರ, ಮರಳೂರು, ಉಪ್ಪಾರಹಳ್ಳಿ, ಶಾಂತಿನಗರ, ಬನಶಂಕರಿ, ವಿನೋಬನಗರ, ಮೆಳೇಕೋಟೆ, ಗುಬ್ಬಿಗೇಟ್, ಕುರಿಪಾಳ್ಯ, ಸರಸ್ವತಿಪುರಂ, ಯಾದವನಗರ, ರಾಜೀವ್‌ಗಾಂಧಿನಗರ, ಅಮರಜ್ಯೋತಿನಗರ, ಹನುಮಂತಪುರ, ಗಾಂಧಿನಗರ, ಟೂಡಾ ಲೇಔಟ್, ಪ್ರಗತಿ ಬಡಾವಣೆ, ಸರ್ಕಾರಿ ಹಾಗೂ ಖಾಸಗಿ ಜನವಸತಿ ಪ್ರದೇಶಗಳಲ್ಲಿ [210, 520, 390, 630]
dates-list-item [711, 257, 911, 271]
day-date [711, 647, 773, 661]
dates-list-item [711, 532, 911, 546]
day-date: ಆಗಸ್ಟ್ 1 [711, 114, 739, 125]
paper-name: Praja Mana Kannada daily [669, 20, 810, 34]
day-event: ಮಹಿಳಾ ಸಮಾನತೆ ದಿನ [773, 678, 831, 688]
day-event: ಅಫ್ಘಾನಿಸ್ತಾನ ಸ್ವಾತಂತ್ರ್ಯ ದಿನಾಚರಣೆ [773, 504, 858, 514]
rni-number: RNI: KARKAN/2013/51795 [430, 20, 574, 34]
photo-people [328, 1209, 622, 1317]
day-event: ರಾಷ್ಟ್ರೀಯ ಶೋಕಾಚರಣೆ ದಿನ (ಬಾಂಗ್ಲಾದೇಶ) [773, 417, 884, 427]
day-date: ಆಗಸ್ಟ್ 29 [711, 750, 744, 761]
dates-list-item [711, 300, 911, 314]
story1-column-3: ಪೂಜೆ ಮಾಡುವವರು ವೈಷ್ಣವ ಧರ್ಮದವರು ಹಾಗೂ ಜೈನ ಧರ್ಮದವರು ಆಡಳಿತ ನಡೆಸುವ ಸರ್ವಧರ್ಮಗಳ ಸಂಗಮ. ಪುರಸಭೆ ಅಧ್ಯಕ್ಷ ಹಾಗೂ ಜನಪ್ರತಿನಿಧಿಗಳು ಭಾಗವಹಿಸಿದ್ದರು. ಬಡವರಿಗೆ ಬ್ಯಾಂಕುಗಳ ಸಾಲ ನೀಡಲು ಈ ಕ್ಷೇತ್ರ ಕಾರ್ಯ ಮಾಡುತ್ತಿದೆ. 6 ರಾಜ್ಯಗಳ ಬ್ಯಾಂಕುಗಳಲ್ಲಿ ಸಹಾಯ, 800 ವರ್ಷಗಳ ಇತಿಹಾಸವುಳ್ಳ ಕ್ಷೇತ್ರ. [352, 320, 498, 402]
day-date: ಆಗಸ್ಟ್ 13 [711, 374, 744, 385]
story1-column-2: ರಚನೆಯಾಗಿದೆ ಅವರು ಕೂಡ ನಿಸ್ಪಕ್ಷಪಾತವಾಗಿ ತನಿಖೆ ನಡೆಸುವ ವಿಶ್ವಾಸವಿದ್ದು ಈ ಎಸ್‌ಐಟಿ ಸ್ವಾಗತಿಸಿದ್ದು ಸತ್ಯ ಹೊರಬರಲಿದೆ. ಅಪರಾಧಿಗಳಿಗೆ ಶಿಕ್ಷೆಯಾಗಬೇಕೆಂದು ಹೆಗ್ಗಡೆ ಕುಟುಂಬ ಆಗ್ರಹಿಸಿದೆ. ಆರೋಪಿಗಳನ್ನು ಕಠಿಣವಾಗಿ ಶಿಕ್ಷಿಸಬೇಕು. ಧರ್ಮಸ್ಥಳಕ್ಕೆ ಎಲ್ಲ ಸಮುದಾಯದವರು ಬರುತ್ತಾರೆ, ಹಿಂದೂ ಮುಸ್ಲಿಂ ಕ್ರೈಸ್ತ ಹಾಗೂ ಜೈನ ಧರ್ಮೀಯರೂ ಆರಾಧಿಸುತ್ತಾರೆ. [202, 320, 348, 416]
day-event: ಅಂತರರಾಷ್ಟ್ರೀಯ ನಾಯಿ ದಿನ [773, 692, 844, 702]
day-date: ಆಗಸ್ಟ್ 26 [711, 721, 744, 732]
story2-headline: ಗಣೇಶೋತ್ಸವಕ್ಕೆ ವಿದ್ಯುತ್ ಸಂಪರ್ಕ : ಪೂರ್ವಾನುಮತಿ ಕಡ್ಡಾಯ [26, 477, 555, 510]
day-date [711, 618, 773, 632]
story4-column-2: ಕ್ಲಬ್ ಅಂಚೆ ಚೀಟಿ ಸಂಗ್ರಹಣಾ ಸದಸ್ಯತ್ವ ಹೊಂದಿರುವ/ ಅಂಚೆ ಚೀಟಿ ಸಂಗ್ರಹವನ್ನು ಹವ್ಯಾಸವಾಗಿ ಅನುಸರಿಸುವ ವಿದ್ಯಾರ್ಥಿಗಳಿಗೆ ವಾರ್ಷಿಕ 6,000 ರೂ.ಗಳ ವಿದ್ಯಾರ್ಥಿ ವೇತನ ನೀಡಲಾಗುವುದು. ಮೊದಲ ಹಂತದಲ್ಲಿ ಅಂಚೆ ಚೀಟಿ ಸಂಗ್ರಹಣಾ ಲಿಖಿತ ಪರೀಕ್ಷೆ ನಡೆಸಲಾಗುವುದು. ಹೆಚ್ಚಿನ ಮಾಹಿತಿಗಾಗಿ ಅಂಚೆ ಅಧೀಕ್ಷಕರು, ತುಮಕೂರು ವಿಭಾಗೀಯ ಕಚೇರಿ, ಗಾಂಧಿನಗರ, ತುಮಕೂರು-572102 ದೂರವಾಣಿ ಸಂ.9452550 69/9449849241ನ್ನು ಸಂಪರ್ಕಿಸಬಹುದೆಂದು ಅಂಚೆ ಅಧೀಕ್ಷಕ ಬಿ.ಎಂ. ಶಂಕರಪ್ಪ ಪ್ರಕಟಣೆಯಲ್ಲಿ ತಿಳಿಸಿದ್ದಾರೆ. [756, 844, 918, 969]
dates-list-item [711, 633, 911, 647]
dates-list-item [711, 503, 911, 517]
dates-list-item [711, 112, 911, 126]
day-event: ಅಂತರರಾಷ್ಟ್ರೀಯ ಯುವ ದಿನ [773, 345, 844, 355]
day-event: ರಾಷ್ಟ್ರೀಯ ಕಲ್ಲಂಗಡಿ ದಿನ [773, 143, 833, 153]
day-event: ವಿಶ್ವಾದ್ಯಂತ ವೆಬ್ ದಿನ [773, 128, 828, 138]
day-date: ಆಗಸ್ಟ್ 26-27 [711, 735, 756, 746]
day-date: ಆಗಸ್ಟ್ 3 [711, 143, 739, 154]
day-event: ವಿಶ್ವ ಜೈವಿಕ ಇಂಧನ ದಿನ [773, 331, 834, 341]
day-date: ಆಗಸ್ಟ್ 10 [711, 316, 744, 327]
day-date: ಆಗಸ್ಟ್ 17 [711, 504, 744, 515]
day-date: ಆಗಸ್ಟ್ 23 [711, 605, 744, 616]
day-date: ಆಗಸ್ಟ್ 9 [711, 302, 739, 313]
day-event: ವಿಶ್ವ ಸೊಳ್ಳೆ ದಿನ [773, 562, 813, 572]
day-date: ಆಗಸ್ಟ್ 19 [711, 519, 744, 530]
story1-headline: ಧರ್ಮಸ್ಥಳ ಸರ್ವಧರ್ಮಗಳ ತಾಣ: ಶಾಸಕ ಕೆ.ಎನ್.ರಾಜಣ್ಣ [26, 39, 688, 82]
dates-list-item [711, 662, 911, 676]
dates-list-item [711, 329, 911, 343]
day-event: ಯೂಮ್-ಎ-ಆಜಾದಿ (ಪಾಕಿಸ್ತಾನ ಸ್ವಾತಂತ್ರ್ಯ ದಿನ) [773, 403, 893, 413]
day-event: ವಿಶ್ವ ಆನೆ ದಿನ [773, 360, 808, 370]
day-event: ಯಾರ್ಕ್‌ಷೈರ್ ದಿನ [773, 100, 820, 109]
day-event: ವಿಶ್ವ ಛಾಯಾಗ್ರಹಣ ದಿನ [773, 519, 833, 529]
dates-list-item [711, 127, 911, 141]
august-important-days-box [703, 62, 917, 810]
